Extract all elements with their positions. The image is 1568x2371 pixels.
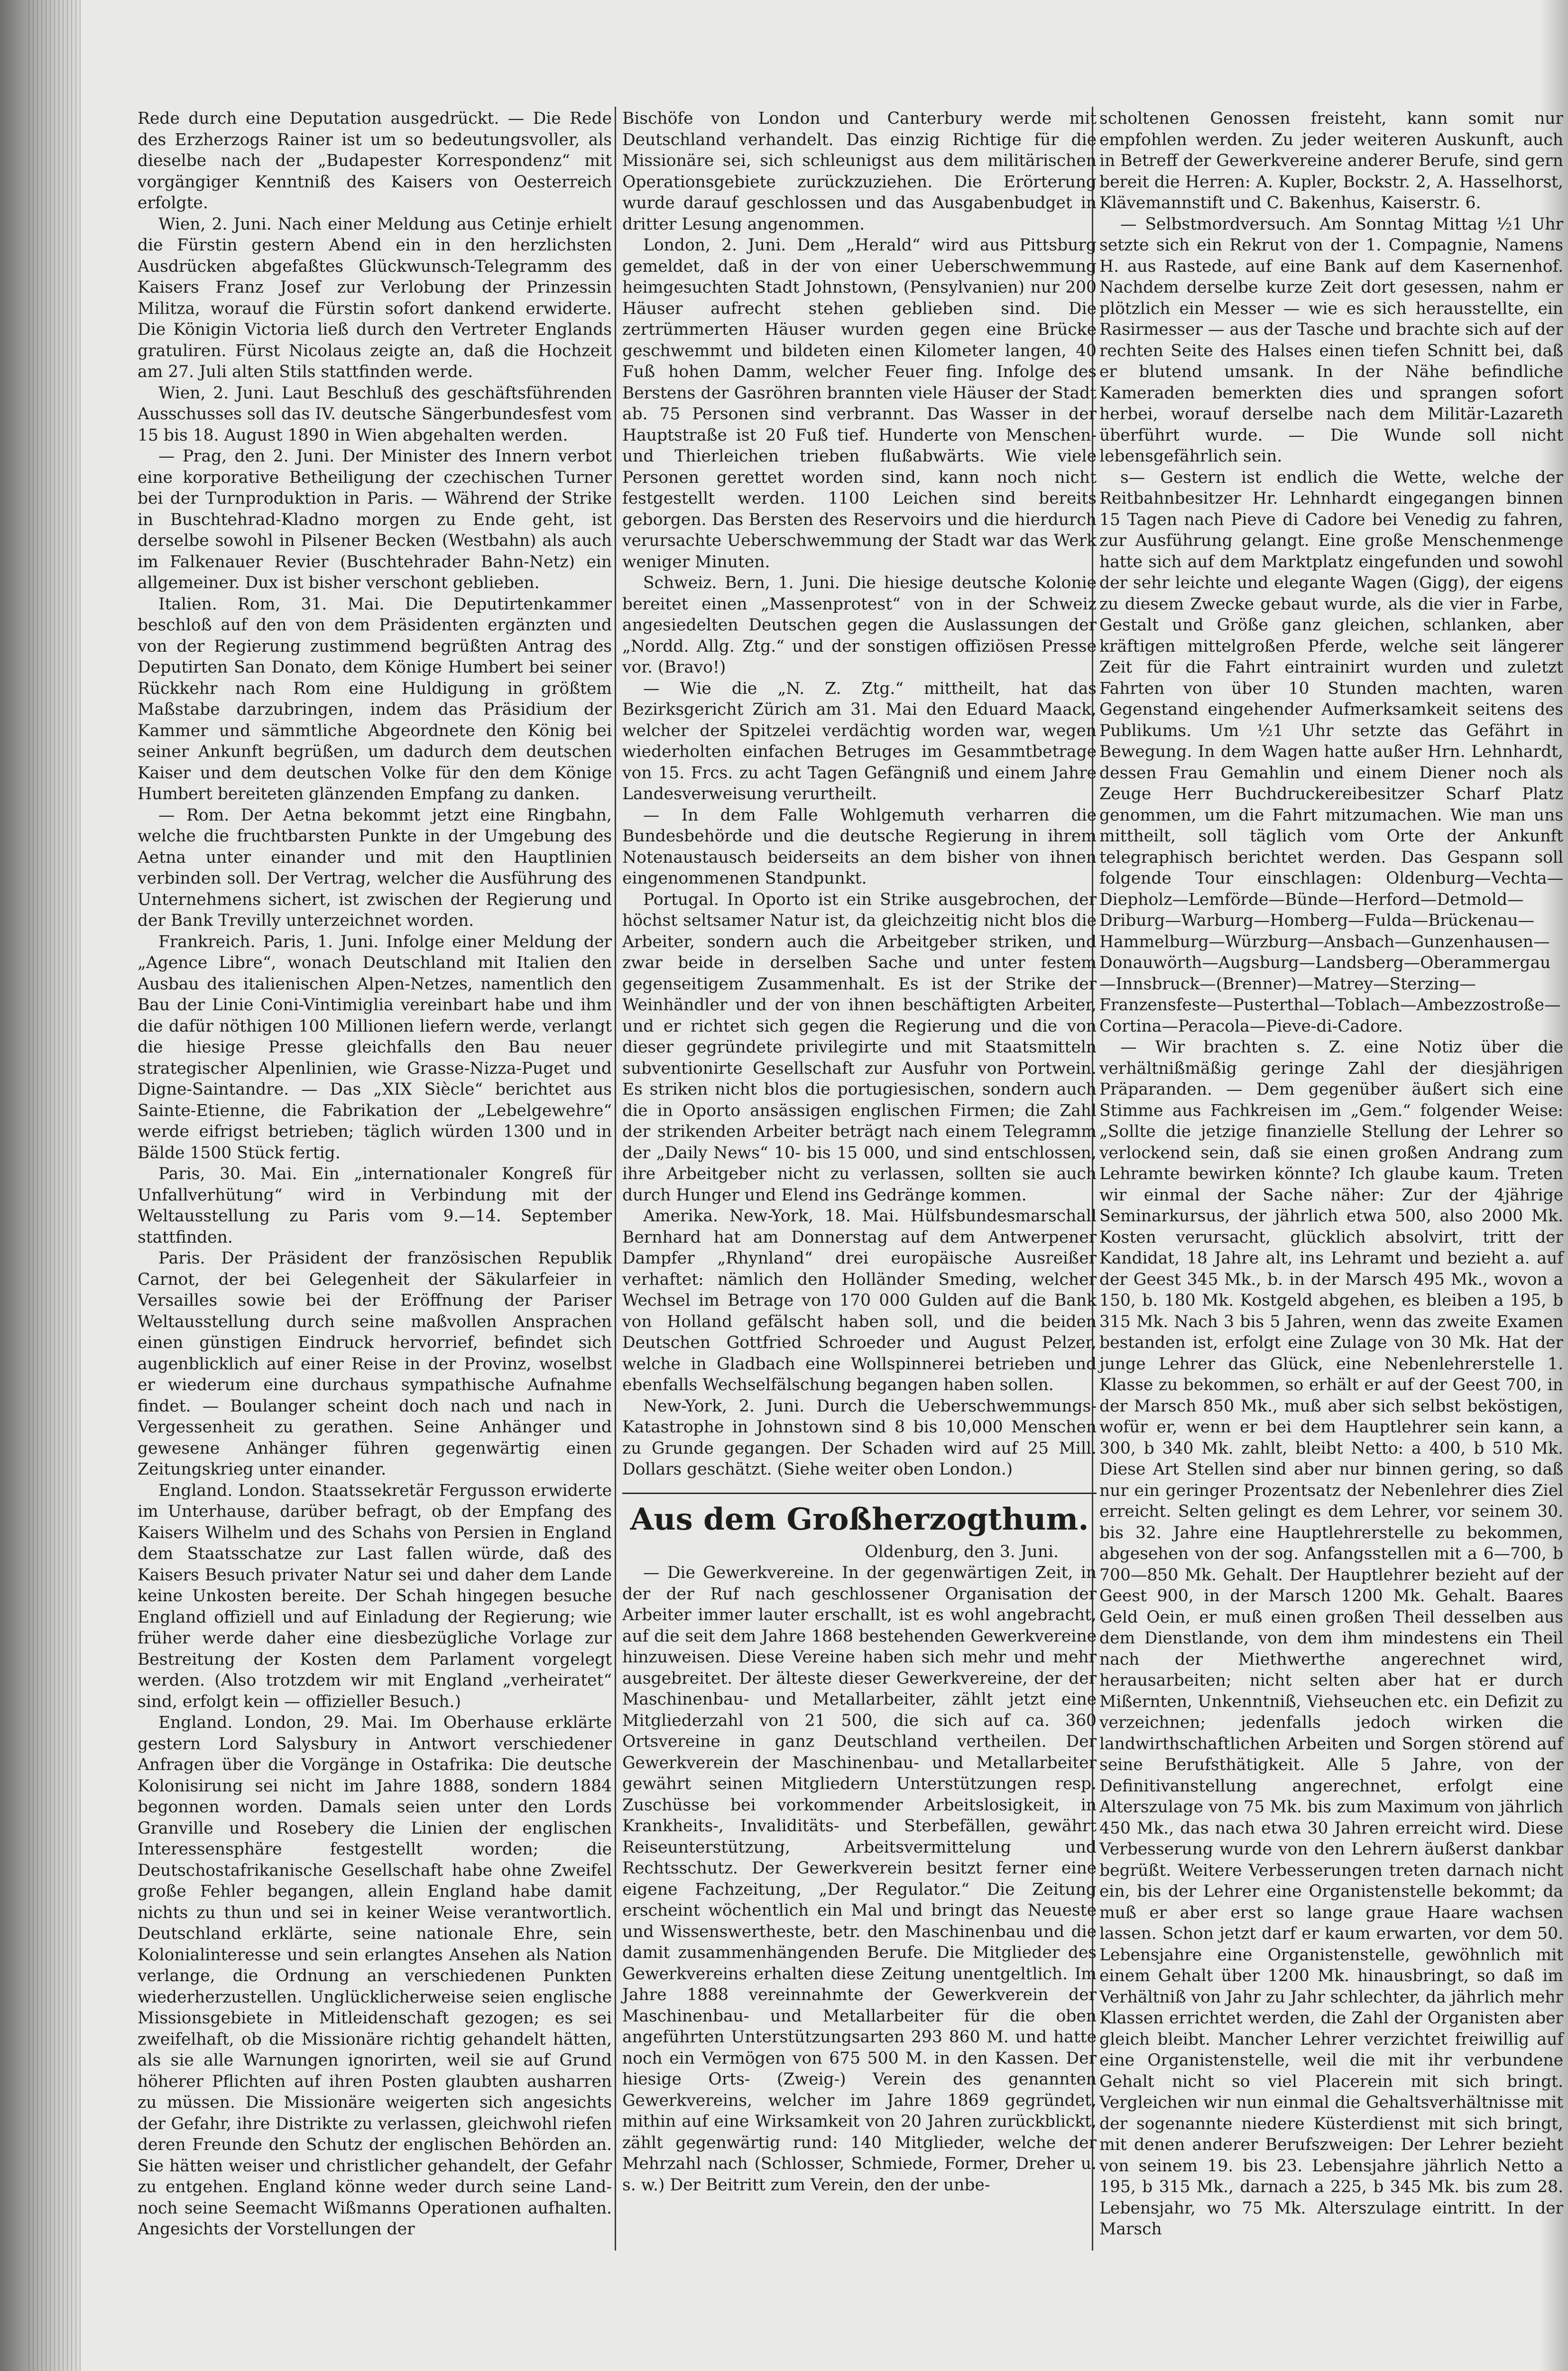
article-paragraph: — Prag, den 2. Juni. Der Minister des Innern verbot eine korporative Betheiligung der czechischen Turner bei der Turnproduktion in Paris. — Während der Strike in Buschtehrad-Kladno morgen zu Ende geht, ist derselbe sowohl in Pilsener Becken (Westbahn) als auch im Falkenauer Revier (Buschtehrader Bahn-Netz) ein allgemeiner. Dux ist bisher verschont geblieben. (138, 447, 612, 592)
article-paragraph: Wien, 2. Juni. Nach einer Meldung aus Cetinje erhielt die Fürstin gestern Abend ein in den herzlichsten Ausdrücken abgefaßtes Glückwunsch-Telegramm des Kaisers Franz Josef zur Verlobung der Prinzessin Militza, worauf die Fürstin sofort dankend erwiderte. Die Königin Victoria ließ durch den Vertreter Englands gratuliren. Fürst Nicolaus zeigte an, daß die Hochzeit am 27. Juli alten Stils stattfinden werde. (138, 214, 612, 381)
article-paragraph: England. London. Staatssekretär Fergusson erwiderte im Unterhause, darüber befragt, ob der Empfang des Kaisers Wilhelm und des Schahs von Persien in England dem Staatsschatze zur Last fallen würde, daß des Kaisers Besuch privater Natur sei und daher dem Lande keine Unkosten bereite. Der Schah hingegen besuche England offiziell und auf Einladung der Regierung; wie früher werde daher eine diesbezügliche Vorlage zur Bestreitung der Kosten dem Parlament vorgelegt werden. (Also trotzdem wir mit England „verheiratet“ sind, erfolgt kein — offizieller Besuch.) (138, 1481, 612, 1711)
column-3 (1099, 108, 1563, 2240)
article-paragraph: scholtenen Genossen freisteht, kann somit nur empfohlen werden. Zu jeder weiteren Auskunft, auch in Betreff der Gewerkvereine anderer Berufe, sind gern bereit die Herren: A. Kupler, Bockstr. 2, A. Hasselhorst, Klävemannstift und C. Bakenhus, Kaiserstr. 6. (1099, 109, 1563, 212)
article-paragraph: London, 2. Juni. Dem „Herald“ wird aus Pittsburg gemeldet, daß in der von einer Ueberschwemmung heimgesuchten Stadt Johnstown, (Pensylvanien) nur 200 Häuser aufrecht stehen geblieben sind. Die zertrümmerten Häuser wurden gegen eine Brücke geschwemmt und bildeten einen Kilometer langen, 40 Fuß hohen Damm, welcher Feuer fing. Infolge des Berstens der Gasröhren brannten viele Häuser der Stadt ab. 75 Personen sind verbrannt. Das Wasser in der Hauptstraße ist 20 Fuß tief. Hunderte von Menschen- und Thierleichen trieben flußabwärts. Wie viele Personen gerettet worden sind, kann noch nicht festgestellt werden. 1100 Leichen sind bereits geborgen. Das Bersten des Reservoirs und die hierdurch verursachte Ueberschwemmung der Stadt war das Werk weniger Minuten. (622, 236, 1097, 572)
section-title: Aus dem Großherzogthum. (630, 1501, 1089, 1537)
column-2 (622, 108, 1097, 2196)
page-edges (28, 0, 81, 2371)
article-paragraph: Italien. Rom, 31. Mai. Die Deputirtenkammer beschloß auf den von dem Präsidenten ergänzten und von der Regierung zustimmend begrüßten Antrag des Deputirten San Donato, dem Könige Humbert bei seiner Rückkehr nach Rom eine Huldigung in größtem Maßstabe darzubringen, indem das Präsidium der Kammer und sämmtliche Abgeordnete den König bei seiner Ankunft begrüßen, um dadurch dem deutschen Kaiser und dem deutschen Volke für den dem Könige Humbert bereiteten glänzenden Empfang zu danken. (138, 594, 612, 803)
section-dateline: Oldenburg, den 3. Juni. (865, 1542, 1059, 1561)
article-paragraph: Rede durch eine Deputation ausgedrückt. — Die Rede des Erzherzogs Rainer ist um so bedeutungsvoller, als dieselbe nach der „Budapester Korrespondenz“ mit vorgängiger Kenntniß des Kaisers von Oesterreich erfolgte. (138, 109, 612, 212)
article-paragraph: Portugal. In Oporto ist ein Strike ausgebrochen, der höchst seltsamer Natur ist, da gleichzeitig nicht blos die Arbeiter, sondern auch die Arbeitgeber striken, und zwar beide in derselben Sache und unter festem gegenseitigem Zusammenhalt. Es ist der Strike der Weinhändler und der von ihnen beschäftigten Arbeiter, und er richtet sich gegen die Regierung und die von dieser gegründete privilegirte und mit Staatsmitteln subventionirte Gesellschaft zur Ausfuhr von Portwein. Es striken nicht blos die portugiesischen, sondern auch die in Oporto ansässigen englischen Firmen; die Zahl der strikenden Arbeiter beträgt nach einem Telegramm der „Daily News“ 10- bis 15 000, und sind entschlossen, ihre Arbeitgeber nicht zu verlassen, sollten sie auch durch Hunger und Elend ins Gedränge kommen. (622, 890, 1097, 1205)
article-paragraph: s— Gestern ist endlich die Wette, welche der Reitbahnbesitzer Hr. Lehnhardt eingegangen binnen 15 Tagen nach Pieve di Cadore bei Venedig zu fahren, zur Ausführung gelangt. Eine große Menschenmenge hatte sich auf dem Marktplatz eingefunden und sowohl der sehr leichte und elegante Wagen (Gigg), der eigens zu diesem Zwecke gebaut wurde, als die vier in Farbe, Gestalt und Größe ganz gleichen, schlanken, aber kräftigen mittelgroßen Pferde, welche seit längerer Zeit für die Fahrt eintrainirt wurden und zuletzt Fahrten von über 10 Stunden machten, waren Gegenstand eingehender Aufmerksamkeit seitens des Publikums. Um ½1 Uhr setzte das Gefährt in Bewegung. In dem Wagen hatte außer Hrn. Lehnhardt, dessen Frau Gemahlin und einem Diener noch als Zeuge Herr Buchdruckereibesitzer Scharf Platz genommen, um die Fahrt mitzumachen. Wie man uns mittheilt, soll täglich vom Orte der Ankunft telegraphisch berichtet werden. Das Gespann soll folgende Tour einschlagen: Oldenburg—Vechta—Diepholz—Lemförde—Bünde—Herford—Detmold—Driburg—Warburg—Homberg—Fulda—Brückenau—Hammelburg—Würzburg—Ansbach—Gunzenhausen—Donauwörth—Augsburg—Landsberg—Oberammergau—Innsbruck—(Brenner)—Matrey—Sterzing—Franzensfeste—Pusterthal—Toblach—Ambezzostroße—Cortina—Peracola—Pieve-di-Cadore. (1099, 468, 1563, 1036)
article-paragraph: Paris. Der Präsident der französischen Republik Carnot, der bei Gelegenheit der Säkularfeier in Versailles sowie bei der Eröffnung der Pariser Weltausstellung durch seine maßvollen Ansprachen einen günstigen Eindruck hervorrief, befindet sich augenblicklich auf einer Reise in der Provinz, woselbst er wiederum eine durchaus sympathische Aufnahme findet. — Boulanger scheint doch nach und nach in Vergessenheit zu gerathen. Seine Anhänger und gewesene Anhänger führen gegenwärtig einen Zeitungskrieg unter einander. (138, 1249, 612, 1479)
article-paragraph: — In dem Falle Wohlgemuth verharren die Bundesbehörde und die deutsche Regierung in ihrem Notenaustausch beiderseits an dem bisher von ihnen eingenommenen Standpunkt. (622, 805, 1097, 888)
article-paragraph: — Selbstmordversuch. Am Sonntag Mittag ½1 Uhr setzte sich ein Rekrut von der 1. Compagnie, Namens H. aus Rastede, auf eine Bank auf dem Kasernenhof. Nachdem derselbe kurze Zeit dort gesessen, nahm er plötzlich ein Messer — wie es sich herausstellte, ein Rasirmesser — aus der Tasche und brachte sich auf der rechten Seite des Halses einen tiefen Schnitt bei, daß er blutend umsank. In der Nähe befindliche Kameraden bemerkten dies und sprangen sofort herbei, worauf derselbe nach dem Militär-Lazareth überführt wurde. — Die Wunde soll nicht lebensgefährlich sein. (1099, 214, 1563, 466)
article-paragraph: — Wir brachten s. Z. eine Notiz über die verhältnißmäßig geringe Zahl der diesjährigen Präparanden. — Dem gegenüber äußert sich eine Stimme aus Fachkreisen im „Gem.“ folgender Weise: „Sollte die jetzige finanzielle Stellung der Lehrer so verlockend sein, daß sie einen großen Andrang zum Lehramte bewirken könnte? Ich glaube kaum. Treten wir einmal der Sache näher: Zur der 4jährige Seminarkursus, der jährlich etwa 500, also 2000 Mk. Kosten verursacht, glücklich absolvirt, tritt der Kandidat, 18 Jahre alt, ins Lehramt und bezieht a. auf der Geest 345 Mk., b. in der Marsch 495 Mk., wovon a 150, b. 180 Mk. Kostgeld abgehen, es bleiben a 195, b 315 Mk. Nach 3 bis 5 Jahren, wenn das zweite Examen bestanden ist, erfolgt eine Zulage von 30 Mk. Hat der junge Lehrer das Glück, eine Nebenlehrerstelle 1. Klasse zu bekommen, so erhält er auf der Geest 700, in der Marsch 850 Mk., muß aber sich selbst beköstigen, wofür er, wenn er bei dem Hauptlehrer sein kann, a 300, b 340 Mk. zahlt, bleibt Netto: a 400, b 510 Mk. Diese Art Stellen sind aber nur binnen gering, so daß nur ein geringer Prozentsatz der Nebenlehrer dies Ziel erreicht. Selten gelingt es dem Lehrer, vor seinem 30. bis 32. Jahre eine Hauptlehrerstelle zu bekommen, abgesehen von der sog. Anfangsstellen mit a 6—700, b 700—850 Mk. Gehalt. Der Hauptlehrer bezieht auf der Geest 900, in der Marsch 1200 Mk. Gehalt. Baares Geld Oein, er muß einen großen Theil desselben aus dem Dienstlande, von dem ihm mindestens ein Theil nach der Miethwerthe angerechnet wird, herausarbeiten; nicht selten aber hat er durch Mißernten, Unkenntniß, Viehseuchen etc. ein Defizit zu verzeichnen; jedenfalls jedoch wirken die landwirthschaftlichen Arbeiten und Sorgen störend auf seine Berufsthätigkeit. Alle 5 Jahre, von der Definitivanstellung angerechnet, erfolgt eine Alterszulage von 75 Mk. bis zum Maximum von jährlich 450 Mk., das nach etwa 30 Jahren erreicht wird. Diese Verbesserung wurde von den Lehrern äußerst dankbar begrüßt. Weitere Verbesserungen treten darnach nicht ein, bis der Lehrer eine Organistenstelle bekommt; da muß er aber erst so lange graue Haare wachsen lassen. Schon jetzt darf er kaum erwarten, vor dem 50. Lebensjahre eine Organistenstelle, gewöhnlich mit einem Gehalt über 1200 Mk. hinausbringt, so daß im Verhältniß von Jahr zu Jahr schlechter, da jährlich mehr Klassen errichtet werden, die Zahl der Organisten aber gleich bleibt. Mancher Lehrer verzichtet freiwillig auf eine Organistenstelle, weil die mit ihr verbundene Gehalt nicht so viel Placerein mit sich bringt. Vergleichen wir nun einmal die Gehaltsverhältnisse mit der sogenannte niedere Küsterdienst mit sich bringt, mit denen anderer Berufszweigen: Der Lehrer bezieht von seinem 19. bis 23. Lebensjahre jährlich Netto a 195, b 315 Mk., darnach a 225, b 345 Mk. bis zum 28. Lebensjahr, wo 75 Mk. Alterszulage eintritt. In der Marsch (1099, 1038, 1563, 2239)
article-paragraph: England. London, 29. Mai. Im Oberhause erklärte gestern Lord Salysbury in Antwort verschiedener Anfragen über die Vorgänge in Ostafrika: Die deutsche Kolonisirung sei nicht im Jahre 1888, sondern 1884 begonnen worden. Damals seien unter den Lords Granville und Rosebery die Linien der englischen Interessensphäre festgestellt worden; die Deutschostafrikanische Gesellschaft habe ohne Zweifel große Fehler begangen, allein England habe damit nichts zu thun und sei in keiner Weise verantwortlich. Deutschland erklärte, seine nationale Ehre, sein Kolonialinteresse und sein erlangtes Ansehen als Nation verlange, die Ordnung an verschiedenen Punkten wiederherzustellen. Unglücklicherweise seien englische Missionsgebiete in Mitleidenschaft gezogen; es sei zweifelhaft, ob die Missionäre richtig gehandelt hätten, als sie alle Warnungen ignorirten, weil sie auf Grund höherer Pflichten auf ihren Posten glaubten ausharren zu müssen. Die Missionäre weigerten sich angesichts der Gefahr, ihre Distrikte zu verlassen, gleichwohl riefen deren Freunde den Schutz der englischen Behörden an. Sie hätten weiser und christlicher gehandelt, der Gefahr zu entgehen. England könne weder durch seine Land- noch seine Seemacht Wißmanns Operationen aufhalten. Angesichts der Vorstellungen der (138, 1713, 612, 2239)
article-paragraph: Bischöfe von London und Canterbury werde mit Deutschland verhandelt. Das einzig Richtige für die Missionäre sei, sich schleunigst aus dem militärischen Operationsgebiete zurückzuziehen. Die Erörterung wurde darauf geschlossen und das Ausgabenbudget in dritter Lesung angenommen. (622, 109, 1097, 234)
article-paragraph: Schweiz. Bern, 1. Juni. Die hiesige deutsche Kolonie bereitet einen „Massenprotest“ von in der Schweiz angesiedelten Deutschen gegen die Auslassungen der „Nordd. Allg. Ztg.“ und der sonstigen offiziösen Presse vor. (Bravo!) (622, 573, 1097, 677)
article-paragraph: — Die Gewerkvereine. In der gegenwärtigen Zeit, in der der Ruf nach geschlossener Organisation der Arbeiter immer lauter erschallt, ist es wohl angebracht, auf die seit dem Jahre 1868 bestehenden Gewerkvereine hinzuweisen. Diese Vereine haben sich mehr und mehr ausgebreitet. Der älteste dieser Gewerkvereine, der der Maschinenbau- und Metallarbeiter, zählt jetzt eine Mitgliederzahl von 21 500, die sich auf ca. 360 Ortsvereine in ganz Deutschland vertheilen. Der Gewerkverein der Maschinenbau- und Metallarbeiter gewährt seinen Mitgliedern Unterstützungen resp. Zuschüsse bei vorkommender Arbeitslosigkeit, in Krankheits-, Invaliditäts- und Sterbefällen, gewährt Reiseunterstützung, Arbeitsvermittelung und Rechtsschutz. Der Gewerkverein besitzt ferner eine eigene Fachzeitung, „Der Regulator.“ Die Zeitung erscheint wöchentlich ein Mal und bringt das Neueste und Wissenswertheste, betr. den Maschinenbau und die damit zusammenhängenden Berufe. Die Mitglieder des Gewerkvereins erhalten diese Zeitung unentgeltlich. Im Jahre 1888 vereinnahmte der Gewerkverein der Maschinenbau- und Metallarbeiter für die oben angeführten Unterstützungsarten 293 860 M. und hatte noch ein Vermögen von 675 500 M. in den Kassen. Der hiesige Orts- (Zweig-) Verein des genannten Gewerkvereins, welcher im Jahre 1869 gegründet, mithin auf eine Wirksamkeit von 20 Jahren zurückblickt, zählt gegenwärtig rund: 140 Mitglieder, welche der Mehrzahl nach (Schlosser, Schmiede, Former, Dreher u. s. w.) Der Beitritt zum Verein, den der unbe- (622, 1563, 1097, 2195)
article-paragraph: — Wie die „N. Z. Ztg.“ mittheilt, hat das Bezirksgericht Zürich am 31. Mai den Eduard Maack, welcher der Spitzelei verdächtig worden war, wegen wiederholten einfachen Betruges im Gesammtbetrage von 15. Frcs. zu acht Tagen Gefängniß und einem Jahre Landesverweisung verurtheilt. (622, 679, 1097, 803)
article-paragraph: Paris, 30. Mai. Ein „internationaler Kongreß für Unfallverhütung“ wird in Verbindung mit der Weltausstellung zu Paris vom 9.—14. September stattfinden. (138, 1164, 612, 1247)
column-rule-1 (615, 107, 616, 2251)
article-paragraph: New-York, 2. Juni. Durch die Ueberschwemmungs-Katastrophe in Johnstown sind 8 bis 10,000 Menschen zu Grunde gegangen. Der Schaden wird auf 25 Mill. Dollars geschätzt. (Siehe weiter oben London.) (622, 1396, 1097, 1479)
article-paragraph: Amerika. New-York, 18. Mai. Hülfsbundesmarschall Bernhard hat am Donnerstag auf dem Antwerpener Dampfer „Rhynland“ drei europäische Ausreißer verhaftet: nämlich den Holländer Smeding, welcher Wechsel im Betrage von 170 000 Gulden auf die Bank von Holland gefälscht haben soll, und die beiden Deutschen Gottfried Schroeder und August Pelzer, welche in Gladbach eine Wollspinnerei betrieben und ebenfalls Wechselfälschung begangen haben sollen. (622, 1207, 1097, 1394)
section-divider (622, 1493, 1097, 1494)
column-1 (138, 108, 612, 2240)
article-paragraph: — Rom. Der Aetna bekommt jetzt eine Ringbahn, welche die fruchtbarsten Punkte in der Umgebung des Aetna unter einander und mit den Hauptlinien verbinden soll. Der Vertrag, welcher die Ausführung des Unternehmens sichert, ist zwischen der Regierung und der Bank Trevilly unterzeichnet worden. (138, 805, 612, 930)
book-gutter (0, 0, 81, 2371)
article-paragraph: Frankreich. Paris, 1. Juni. Infolge einer Meldung der „Agence Libre“, wonach Deutschland mit Italien den Ausbau des italienischen Alpen-Netzes, namentlich den Bau der Linie Coni-Vintimiglia vereinbart habe und ihm die dafür nöthigen 100 Millionen liefern werde, verlangt die hiesige Presse gleichfalls den Bau neuer strategischer Alpenlinien, wie Grasse-Nizza-Puget und Digne-Saintandre. — Das „XIX Siècle“ berichtet aus Sainte-Etienne, die Fabrikation der „Lebelgewehre“ werde eifrigst betrieben; täglich würden 1300 und in Bälde 1500 Stück fertig. (138, 932, 612, 1162)
article-paragraph: Wien, 2. Juni. Laut Beschluß des geschäftsführenden Ausschusses soll das IV. deutsche Sängerbundesfest vom 15 bis 18. August 1890 in Wien abgehalten werden. (138, 383, 612, 445)
